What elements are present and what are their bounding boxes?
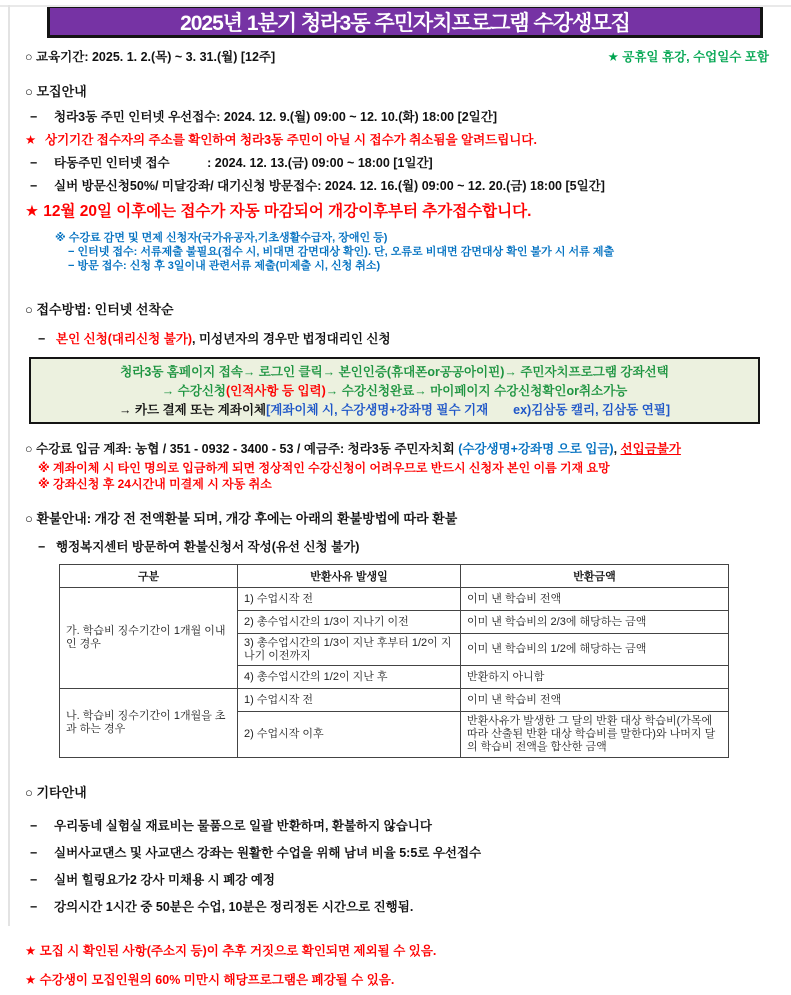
payment-account-black: ○ 수강료 입금 계좌: 농협 / 351 - 0932 - 3400 - 53 / 예금주: 청라3동 주민자치회 bbox=[25, 442, 459, 456]
flow-step-line3 bbox=[31, 401, 758, 420]
flow-line2-pre: → 수강신청 bbox=[161, 384, 226, 398]
etc-item-text: 강의시간 1시간 중 50분은 수업, 10분은 정리정돈 시간으로 진행됨. bbox=[54, 900, 414, 914]
discount-note-visit: − 방문 접수: 신청 후 3일이내 관련서류 제출(미제출 시, 신청 취소) bbox=[68, 260, 381, 272]
recruit-item-text: 청라3동 주민 인터넷 우선접수: 2024. 12. 9.(월) 09:00 ~ 12. 10.(화) 18:00 [2일간] bbox=[54, 110, 497, 124]
self-apply-line bbox=[38, 329, 791, 347]
refund-group-b-label: 나. 학습비 징수기간이 1개월을 초과 하는 경우 bbox=[60, 689, 238, 758]
payment-note-name: ※ 계좌이체 시 타인 명의로 입금하게 되면 정상적인 수강신청이 어려우므로 반드시 신청자 본인 이름 기재 요망 bbox=[38, 461, 610, 475]
warning-false-info: ★ 모집 시 확인된 사항(주소지 등)이 추후 거짓으로 확인되면 제외될 수 있음. bbox=[25, 944, 437, 958]
scan-artifact-top-line bbox=[0, 5, 791, 7]
flow-line2-red: (인적사항 등 입력) bbox=[225, 384, 326, 398]
etc-list bbox=[30, 813, 791, 921]
warning-list bbox=[25, 937, 791, 995]
etc-item-text: 실버 힐링요가2 강사 미채용 시 폐강 예정 bbox=[54, 873, 275, 887]
refund-cell-amount: 반환사유가 발생한 그 달의 반환 대상 학습비(가목에 따라 산출된 반환 대상 학습비를 말한다)와 나머지 달의 학습비 전액을 합산한 금액 bbox=[461, 712, 729, 758]
no-prepayment-warning: 선입금불가 bbox=[620, 442, 681, 456]
flow-step-line2 bbox=[31, 382, 758, 401]
refund-col-amount: 반환금액 bbox=[461, 565, 729, 588]
recruit-item-text: 타동주민 인터넷 접수 : 2024. 12. 13.(금) 09:00 ~ 18:00 [1일간] bbox=[54, 156, 433, 170]
dash-marker: − bbox=[38, 540, 46, 554]
warning-min-enrollment: ★ 수강생이 모집인원의 60% 미만시 해당프로그램은 폐강될 수 있음. bbox=[25, 973, 395, 987]
etc-item-yoga-cancel bbox=[30, 867, 791, 894]
refund-group-a-label: 가. 학습비 징수기간이 1개월 이내인 경우 bbox=[60, 588, 238, 689]
etc-item-text: 우리동네 실험실 재료비는 물품으로 일괄 반환하며, 환불하지 않습니다 bbox=[54, 819, 432, 833]
education-period-row bbox=[0, 47, 791, 65]
dash-marker: − bbox=[30, 900, 38, 914]
flow-line3-pre: → 카드 결제 또는 계좌이체 bbox=[118, 403, 267, 417]
deadline-notice: ★ 12월 20일 이후에는 접수가 자동 마감되어 개강이후부터 추가접수합니다. bbox=[25, 203, 532, 220]
self-apply-red-text: 본인 신청(대리신청 불가) bbox=[56, 332, 193, 346]
dash-marker: − bbox=[30, 873, 38, 887]
etc-item-lab-fee bbox=[30, 813, 791, 840]
recruit-item-text: 상기기간 접수자의 주소를 확인하여 청라3동 주민이 아닐 시 접수가 취소됨을 알려드립니다. bbox=[45, 133, 537, 147]
page-title: 2025년 1분기 청라3동 주민자치프로그램 수강생모집 bbox=[180, 11, 630, 35]
refund-sub-text: 행정복지센터 방문하여 환불신청서 작성(유선 신청 불가) bbox=[56, 540, 360, 554]
recruit-heading: ○ 모집안내 bbox=[25, 84, 87, 99]
discount-note-title: ※ 수강료 감면 및 면제 신청자(국가유공자,기초생활수급자, 장애인 등) bbox=[55, 232, 388, 244]
dash-marker: − bbox=[30, 110, 38, 124]
application-flow-box bbox=[29, 357, 760, 424]
etc-item-text: 실버사교댄스 및 사교댄스 강좌는 원활한 수업을 위해 남녀 비율 5:5로 우선접수 bbox=[54, 846, 482, 860]
discount-note-internet: − 인터넷 접수: 서류제출 불필요(접수 시, 비대면 감면대상 확인). 단, 오류로 비대면 감면대상 확인 불가 시 서류 제출 bbox=[68, 246, 615, 258]
apply-method-heading: ○ 접수방법: 인터넷 선착순 bbox=[25, 302, 174, 317]
refund-cell-reason: 3) 총수업시간의 1/3이 지난 후부터 1/2이 지나기 이전까지 bbox=[238, 634, 461, 666]
refund-cell-amount: 반환하지 아니함 bbox=[461, 666, 729, 689]
refund-col-category: 구분 bbox=[60, 565, 238, 588]
refund-cell-reason: 4) 총수업시간의 1/2이 지난 후 bbox=[238, 666, 461, 689]
refund-cell-amount: 이미 낸 학습비의 1/2에 해당하는 금액 bbox=[461, 634, 729, 666]
etc-heading: ○ 기타안내 bbox=[25, 785, 87, 800]
discount-notes bbox=[55, 231, 791, 273]
flow-line3-blue: [계좌이체 시, 수강생명+강좌명 필수 기재 ex)김삼동 캘리, 김삼동 연필] bbox=[266, 403, 671, 417]
table-row bbox=[60, 689, 729, 712]
self-apply-black-text: , 미성년자의 경우만 법정대리인 신청 bbox=[192, 332, 391, 346]
refund-col-reason-date: 반환사유 발생일 bbox=[238, 565, 461, 588]
recruit-item-text: 실버 방문신청50%/ 미달강좌/ 대기신청 방문접수: 2024. 12. 16.(월) 09:00 ~ 12. 20.(금) 18:00 [5일간] bbox=[54, 179, 605, 193]
payment-notes bbox=[38, 460, 791, 492]
refund-cell-reason: 1) 수업시작 전 bbox=[238, 588, 461, 611]
recruit-item-silver-visit bbox=[30, 175, 791, 198]
table-row bbox=[60, 588, 729, 611]
refund-cell-reason: 1) 수업시작 전 bbox=[238, 689, 461, 712]
title-banner bbox=[47, 5, 763, 38]
education-period-text: ○ 교육기간: 2025. 1. 2.(목) ~ 3. 31.(월) [12주] bbox=[25, 50, 276, 64]
flow-step-line1: 청라3동 홈페이지 접속→ 로그인 클릭→ 본인인증(휴대폰or공공아이핀)→ 주민자치프로그램 강좌선택 bbox=[120, 365, 669, 379]
refund-cell-amount: 이미 낸 학습비 전액 bbox=[461, 689, 729, 712]
refund-sub-line bbox=[38, 537, 791, 555]
dash-marker: − bbox=[30, 179, 38, 193]
payment-note-24h: ※ 강좌신청 후 24시간내 미결제 시 자동 취소 bbox=[38, 477, 272, 491]
refund-cell-reason: 2) 수업시작 이후 bbox=[238, 712, 461, 758]
refund-cell-amount: 이미 낸 학습비의 2/3에 해당하는 금액 bbox=[461, 611, 729, 634]
dash-marker: − bbox=[30, 846, 38, 860]
dash-marker: − bbox=[38, 332, 46, 346]
star-marker: ★ bbox=[25, 133, 37, 147]
payment-account-blue: (수강생명+강좌명 으로 입금) bbox=[458, 442, 614, 456]
refund-cell-reason: 2) 총수업시간의 1/3이 지나기 이전 bbox=[238, 611, 461, 634]
refund-table bbox=[59, 564, 729, 758]
flow-line2-post: → 수강신청완료→ 마이페이지 수강신청확인or취소가능 bbox=[325, 384, 628, 398]
recruit-list bbox=[25, 106, 791, 198]
payment-account-sep: , bbox=[613, 442, 621, 456]
recruit-item-address-warning bbox=[25, 129, 791, 152]
etc-item-class-time bbox=[30, 894, 791, 921]
etc-item-dance-ratio bbox=[30, 840, 791, 867]
recruit-item-internet-priority bbox=[30, 106, 791, 129]
recruit-item-other-district bbox=[30, 152, 791, 175]
scan-artifact-left-line bbox=[8, 5, 10, 926]
dash-marker: − bbox=[30, 156, 38, 170]
refund-cell-amount: 이미 낸 학습비 전액 bbox=[461, 588, 729, 611]
payment-account-line bbox=[25, 439, 791, 457]
refund-heading: ○ 환불안내: 개강 전 전액환불 되며, 개강 후에는 아래의 환불방법에 따라 환불 bbox=[25, 511, 458, 526]
refund-table-header-row bbox=[60, 565, 729, 588]
holiday-note: ★ 공휴일 휴강, 수업일수 포함 bbox=[607, 50, 769, 64]
dash-marker: − bbox=[30, 819, 38, 833]
